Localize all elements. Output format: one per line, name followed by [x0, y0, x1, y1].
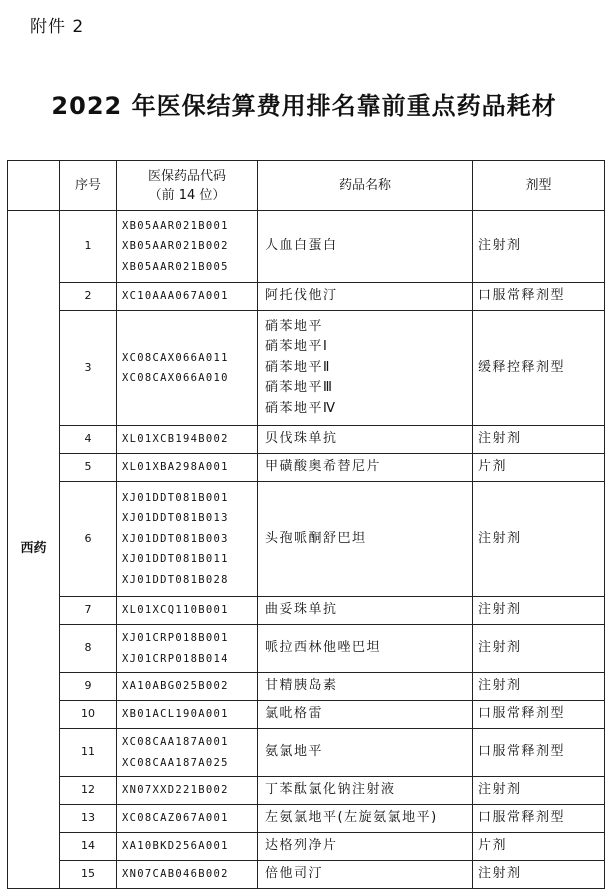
drug-name: 丁苯酞氯化钠注射液: [265, 782, 396, 798]
seq-cell: 9: [60, 673, 117, 701]
code-cell: [117, 833, 258, 861]
drug-name: 硝苯地平: [265, 318, 324, 334]
seq-cell: 6: [60, 482, 117, 597]
name-cell: [258, 454, 473, 482]
seq-cell: 7: [60, 597, 117, 625]
table-row: [8, 597, 605, 625]
table-row: [8, 283, 605, 311]
drug-name: 曲妥珠单抗: [265, 602, 338, 618]
code-cell: [117, 777, 258, 805]
table-header-row: [8, 161, 605, 211]
form-cell: 注射剂: [473, 673, 605, 701]
drug-code: XL01XBA298A001: [122, 461, 229, 474]
drug-code: XC08CAA187A025: [122, 756, 229, 769]
drug-table: [7, 160, 605, 889]
category-cell: 西药: [8, 211, 60, 889]
drug-name: 硝苯地平Ⅱ: [265, 359, 331, 375]
name-cell: [258, 701, 473, 729]
drug-code: XJ01CRP018B014: [122, 652, 229, 665]
drug-code: XN07XXD221B002: [122, 784, 229, 797]
form-cell: 片剂: [473, 833, 605, 861]
drug-code: XC08CAX066A011: [122, 351, 229, 364]
name-cell: [258, 211, 473, 283]
drug-code: XC10AAA067A001: [122, 290, 229, 303]
header-seq: 序号: [60, 161, 117, 211]
name-cell: [258, 833, 473, 861]
table-row: [8, 454, 605, 482]
code-cell: [117, 482, 258, 597]
drug-code: XJ01DDT081B013: [122, 512, 229, 525]
code-cell: [117, 211, 258, 283]
drug-name: 甲磺酸奥希替尼片: [265, 459, 382, 475]
header-code-line2: （前 14 位）: [148, 187, 226, 203]
header-code: [117, 161, 258, 211]
drug-code: XA10BKD256A001: [122, 840, 229, 853]
drug-code: XB05AAR021B002: [122, 240, 229, 253]
seq-cell: 12: [60, 777, 117, 805]
drug-code: XA10ABG025B002: [122, 680, 229, 693]
form-cell: 口服常释剂型: [473, 729, 605, 777]
table-body: [8, 211, 605, 889]
table-row: [8, 805, 605, 833]
name-cell: [258, 426, 473, 454]
drug-name: 甘精胰岛素: [265, 678, 338, 694]
seq-cell: 5: [60, 454, 117, 482]
drug-name: 人血白蛋白: [265, 238, 338, 254]
table-row: [8, 777, 605, 805]
drug-name: 硝苯地平Ⅰ: [265, 339, 329, 355]
seq-cell: 1: [60, 211, 117, 283]
drug-code: XJ01DDT081B003: [122, 532, 229, 545]
seq-cell: 15: [60, 861, 117, 889]
form-cell: 缓释控释剂型: [473, 311, 605, 426]
table-row: [8, 211, 605, 283]
name-cell: [258, 729, 473, 777]
table-row: [8, 701, 605, 729]
header-name: 药品名称: [258, 161, 473, 211]
form-cell: 口服常释剂型: [473, 805, 605, 833]
drug-code: XL01XCQ110B001: [122, 604, 229, 617]
name-cell: [258, 861, 473, 889]
drug-code: XC08CAA187A001: [122, 736, 229, 748]
page-title: 2022 年医保结算费用排名靠前重点药品耗材: [51, 92, 557, 120]
seq-cell: 11: [60, 729, 117, 777]
attachment-label: 附件 2: [30, 17, 85, 37]
drug-code: XJ01DDT081B001: [122, 491, 229, 504]
drug-code: XB05AAR021B001: [122, 219, 229, 232]
drug-code: XC08CAX066A010: [122, 372, 229, 384]
code-cell: [117, 701, 258, 729]
drug-name: 氨氯地平: [265, 744, 324, 760]
drug-name: 哌拉西林他唑巴坦: [265, 640, 382, 656]
table-row: [8, 625, 605, 673]
drug-code: XJ01CRP018B001: [122, 632, 229, 644]
name-cell: [258, 777, 473, 805]
name-cell: [258, 673, 473, 701]
drug-name: 左氨氯地平(左旋氨氯地平): [265, 810, 438, 826]
header-category: [8, 161, 60, 211]
drug-name: 硝苯地平Ⅲ: [265, 380, 334, 396]
drug-name: 硝苯地平Ⅳ: [265, 400, 337, 416]
seq-cell: 8: [60, 625, 117, 673]
drug-name: 贝伐珠单抗: [265, 431, 338, 447]
drug-name: 头孢哌酮舒巴坦: [265, 530, 367, 546]
code-cell: [117, 729, 258, 777]
table-row: [8, 729, 605, 777]
drug-code: XB05AAR021B005: [122, 260, 229, 273]
drug-code: XB01ACL190A001: [122, 708, 229, 721]
seq-cell: 4: [60, 426, 117, 454]
name-cell: [258, 805, 473, 833]
name-cell: [258, 625, 473, 673]
seq-cell: 2: [60, 283, 117, 311]
seq-cell: 14: [60, 833, 117, 861]
form-cell: 注射剂: [473, 211, 605, 283]
form-cell: 注射剂: [473, 777, 605, 805]
code-cell: [117, 673, 258, 701]
drug-name: 氯吡格雷: [265, 706, 324, 722]
drug-code: XC08CAZ067A001: [122, 812, 229, 825]
code-cell: [117, 625, 258, 673]
form-cell: 注射剂: [473, 482, 605, 597]
table-row: [8, 861, 605, 889]
code-cell: [117, 311, 258, 426]
form-cell: 注射剂: [473, 625, 605, 673]
name-cell: [258, 482, 473, 597]
table-row: [8, 673, 605, 701]
form-cell: 注射剂: [473, 861, 605, 889]
table-row: [8, 311, 605, 426]
form-cell: 注射剂: [473, 597, 605, 625]
code-cell: [117, 454, 258, 482]
code-cell: [117, 597, 258, 625]
name-cell: [258, 283, 473, 311]
code-cell: [117, 426, 258, 454]
code-cell: [117, 283, 258, 311]
drug-name: 倍他司汀: [265, 866, 324, 882]
drug-name: 达格列净片: [265, 838, 338, 854]
form-cell: 片剂: [473, 454, 605, 482]
name-cell: [258, 311, 473, 426]
code-cell: [117, 805, 258, 833]
drug-code: XL01XCB194B002: [122, 433, 229, 446]
form-cell: 注射剂: [473, 426, 605, 454]
form-cell: 口服常释剂型: [473, 701, 605, 729]
drug-code: XJ01DDT081B011: [122, 553, 229, 566]
table-row: [8, 482, 605, 597]
drug-code: XN07CAB046B002: [122, 868, 229, 881]
header-code-line1: 医保药品代码: [147, 168, 226, 184]
header-form: 剂型: [473, 161, 605, 211]
code-cell: [117, 861, 258, 889]
name-cell: [258, 597, 473, 625]
seq-cell: 13: [60, 805, 117, 833]
table-row: [8, 426, 605, 454]
drug-name: 阿托伐他汀: [265, 288, 338, 304]
seq-cell: 10: [60, 701, 117, 729]
drug-code: XJ01DDT081B028: [122, 573, 229, 586]
seq-cell: 3: [60, 311, 117, 426]
table-row: [8, 833, 605, 861]
form-cell: 口服常释剂型: [473, 283, 605, 311]
